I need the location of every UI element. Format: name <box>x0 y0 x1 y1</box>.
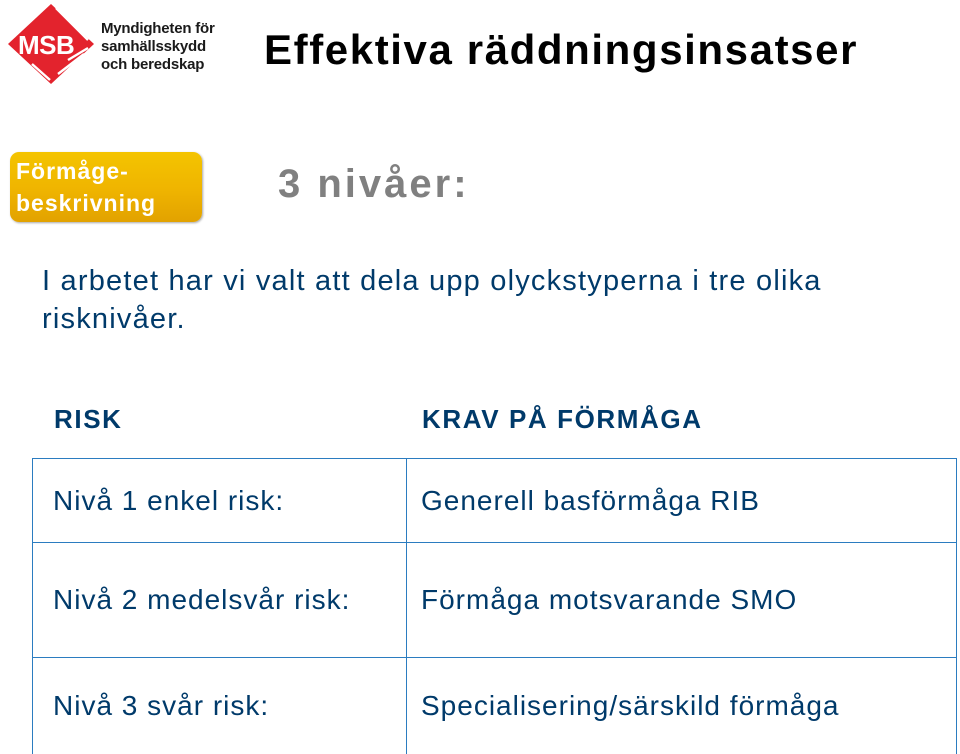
intro-paragraph <box>42 262 942 338</box>
risk-level-table <box>32 458 957 754</box>
intro-line: risknivåer. <box>42 303 186 335</box>
logo-agency-name <box>101 20 215 74</box>
logo-mark-text: MSB <box>18 30 75 60</box>
logo-name-line: Myndigheten för <box>101 20 215 37</box>
table-row <box>33 543 957 658</box>
risk-cell: Nivå 3 svår risk: <box>33 658 407 754</box>
table-row <box>33 459 957 543</box>
risk-cell: Nivå 1 enkel risk: <box>33 459 407 543</box>
table-row <box>33 658 957 754</box>
risk-cell: Nivå 2 medelsvår risk: <box>33 543 407 658</box>
intro-line: I arbetet har vi valt att dela upp olyckstyperna i tre olika <box>42 265 822 297</box>
krav-cell: Generell basförmåga RIB <box>407 459 957 543</box>
section-badge <box>10 152 202 222</box>
risk-column-header: RISK <box>54 404 123 434</box>
krav-column-header: KRAV PÅ FÖRMÅGA <box>422 404 703 434</box>
badge-line: beskrivning <box>16 190 157 216</box>
badge-line: Förmåge- <box>16 158 129 184</box>
subtitle: 3 nivåer: <box>278 162 470 206</box>
krav-cell: Förmåga motsvarande SMO <box>407 543 957 658</box>
msb-logo <box>6 2 215 86</box>
page-title: Effektiva räddningsinsatser <box>264 26 859 73</box>
logo-name-line: samhällsskydd <box>101 38 206 55</box>
logo-name-line: och beredskap <box>101 56 205 73</box>
krav-cell: Specialisering/särskild förmåga <box>407 658 957 754</box>
